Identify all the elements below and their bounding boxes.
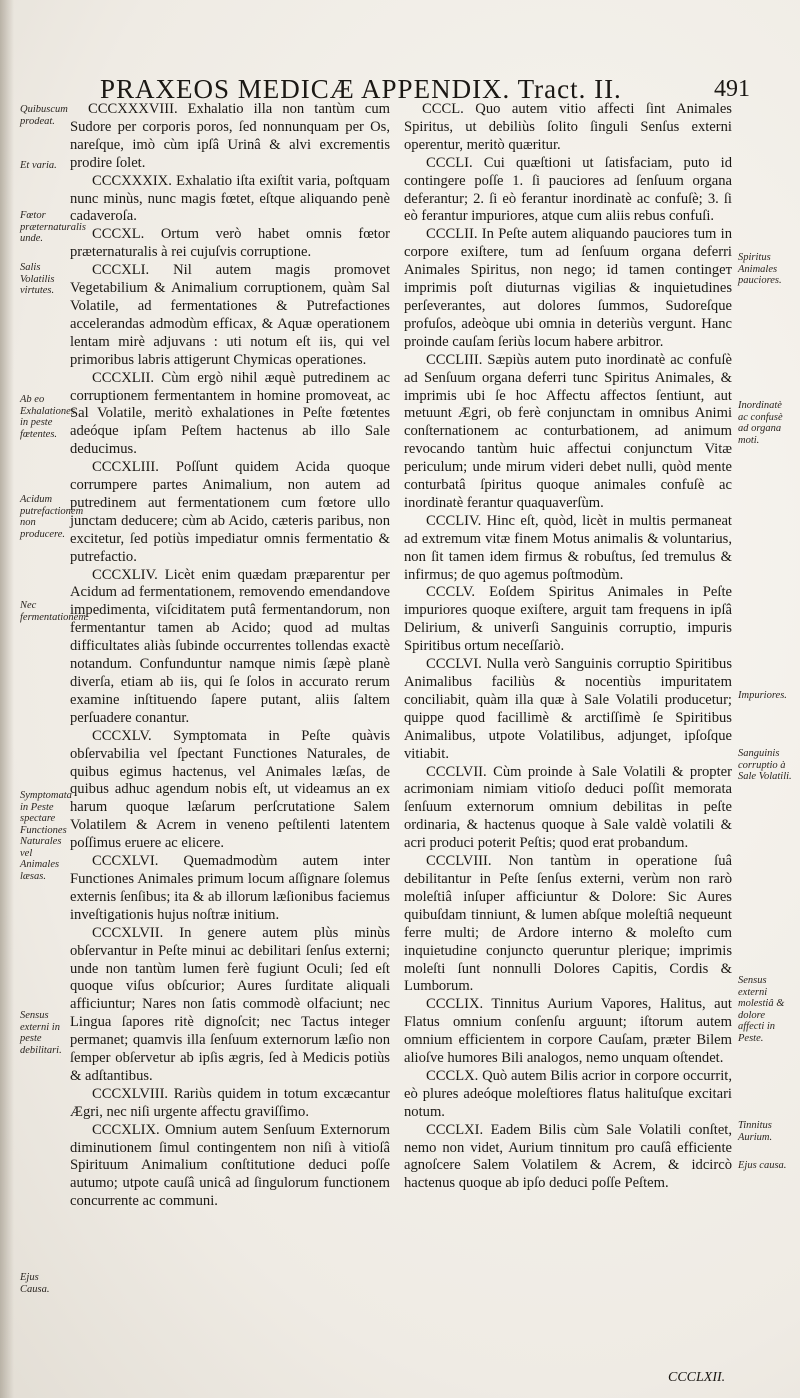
left-column [70, 101, 390, 1211]
page-number: 491 [714, 76, 750, 102]
paragraph: CCCXXXVIII. Exhalatio illa non tantùm cum Sudore per corporis poros, ſed nonnunquam per Os, nareſque, imò cùm ipſâ Urinâ & alvi excrementis prodire ſolet. [70, 101, 390, 171]
paragraph: CCCXLIII. Poſſunt quidem Acida quoque corrumpere partes Animalium, non autem ad putredinem aut fermentationem cum fœtore ullo junctam deducere; cùm ab Acido, cæteris paribus, non excitetur, ſed potiùs impediatur omnis fermentatio & putrefactio. [70, 459, 390, 565]
margin-note: Quibuscum prodeat. [20, 104, 68, 127]
margin-note: Ejus Causa. [20, 1272, 50, 1295]
header-title: PRAXEOS MEDICÆ APPENDIX. Tract. II. [100, 74, 622, 104]
paragraph: CCCLII. In Peſte autem aliquando pauciores tum in corpore exiſtere, tum ad ſenſuum organa deferri Animales Spiritus, non nego; id tamen contingeт imprimis poſt diuturnas vigilias & inquietudines perſeverantes, aut dolores ſummos, Sudoreſque profuſos, adeòque ubi omnia in deteriùs vergunt. Hanc proinde cauſam ſeriùs locum habere arbitror. [404, 226, 732, 350]
right-column [404, 101, 732, 1193]
catchword: CCCLXII. [668, 1370, 726, 1385]
paragraph: CCCXLV. Symptomata in Peſte quàvis obſervabilia vel ſpectant Functiones Naturales, de quibus egimus hactenus, vel Animales læſas, de quibus adhuc agendum nobis eſt, ut videamus an ex harum quoque læſarum perſcrutatione Salem Volatilem & Acrem in veneno peſtilenti latentem poſſimus eruere ac elicere. [70, 727, 390, 852]
paragraph: CCCXXXIX. Exhalatio iſta exiſtit varia, poſtquam nunc minùs, nunc magis fœtet, eſtque aliquando penè cadaveroſa. [70, 172, 390, 225]
margin-note: Et varia. [20, 160, 57, 171]
paragraph: CCCLVI. Nulla verò Sanguinis corruptio Spiritibus Animalibus faciliùs & nocentiùs impuritatem conciliabit, quàm illa quæ à Sale Volatili producetur; quippe quod facillimè & arctiſſimè ſe Spiritibus Animalibus, utpote Volatilibus, adjunget, ipſoſque vitiabit. [404, 656, 732, 762]
margin-note: Spiritus Animales pauciores. [738, 252, 782, 286]
paragraph: CCCLVIII. Non tantùm in operatione ſuâ debilitantur in Peſte ſenſus externi, verùm non rarò moleſtiâ inſuper afficiuntur & Dolore: Sic Aures quibuſdam tinniunt, & lumen abſque moleſtiâ nequeunt ferre multi; de Ardore interno & moleſto cum inquietudine conjuncto queruntur plerique; imprimis moleſti ſunt nonnulli Dolores Capitis, Cordis & Lumborum. [404, 853, 732, 995]
paragraph: CCCXLII. Cùm ergò nihil æquè putredinem ac corruptionem fermentantem in homine promoveat, ac Sal Volatile, meritò exhalationes in Peſte fœtentes adeóque ipſam Peſtem hactenus ab illo Sale deducimus. [70, 369, 390, 458]
margin-note: Symptomata in Peste spectare Functiones Naturales vel Animales læsas. [20, 790, 72, 882]
margin-note: Ab eo Exhalationes in peste fœtentes. [20, 394, 75, 440]
margin-note: Fœtor præternaturalis unde. [20, 210, 86, 244]
paragraph: CCCXLIX. Omnium autem Senſuum Externorum diminutionem ſimul contingentem non niſi à vitioſâ Spirituum Animalium conſtitutione deduci poſſe autumo; utpote cauſâ unicâ ad ſingulorum functionem concurrente ac communi. [70, 1121, 390, 1210]
paragraph: CCCLV. Eoſdem Spiritus Animales in Peſte impuriores quoque exiſtere, arguit tam frequens in ipſâ Delirium, & univerſi Sanguinis corruptio, impuris Spiritibus ortum neceſſariò. [404, 584, 732, 655]
paragraph: CCCLX. Quò autem Bilis acrior in corpore occurrit, eò plures adeóque moleſtiores flatus halituſque excitari notum. [404, 1067, 732, 1120]
margin-note: Ejus causa. [738, 1160, 787, 1171]
paragraph: CCCXLVIII. Rariùs quidem in totum excæcantur Ægri, nec niſi urgente affectu graviſſimo. [70, 1085, 390, 1120]
paragraph: CCCXLIV. Licèt enim quædam præparentur per Acidum ad fermentationem, removendo emendandove impedimenta, viſciditatem putâ fermentandorum, non fermentantur tamen ab Acido; quod ad multas difficultates aliàs ſubinde occurrentes tollendas exactè notandum. Confunduntur namque nimis ſæpè planè diverſa, etiam ab iis, qui ſe ſolos in accurato rerum examine inſtituendo ſapere putant, aliis ſaltem perſuadere conantur. [70, 566, 390, 726]
margin-note: Sanguinis corruptio à Sale Volatili. [738, 748, 792, 782]
margin-note: Impuriores. [738, 690, 787, 701]
paragraph: CCCXLVII. In genere autem plùs minùs obſervantur in Peſte minui ac debilitari ſenſus externi; unde non tantùm lumen ferè fugiunt Oculi; ſed eſt quoque viſus obſcurior; Aures ſurditate aliquali afficiuntur; Nares non ſatis commodè olfaciunt; nec Lingua ſapores ritè dignoſcit; nec Tactus integer permanet; quamvis illa ſenſuum externorum læſio non ſemper obſervetur ab ipſis ægris, ſed à Medicis potiùs & adſtantibus. [70, 924, 390, 1084]
paragraph: CCCXL. Ortum verò habet omnis fœtor præternaturalis à rei cujuſvis corruptione. [70, 226, 390, 261]
paragraph: CCCLIX. Tinnitus Aurium Vapores, Halitus, aut Flatus omnium conſenſu arguunt; iſtorum autem omnium efficientem in corpore Cauſam, præter Bilem alioſve humores Bili analogos, nemo unquam oſtendet. [404, 996, 732, 1067]
paragraph: CCCXLVI. Quemadmodùm autem inter Functiones Animales primum locum aſſignare ſolemus externis ſenſibus; ita & ab illorum læſionibus faciemus inveſtigationis hujus noſtræ initium. [70, 853, 390, 923]
margin-note: Salis Volatilis virtutes. [20, 262, 55, 296]
margin-note: Sensus externi in peste debilitari. [20, 1010, 62, 1056]
margin-note: Nec fermentationem. [20, 600, 89, 623]
paragraph: CCCLIII. Sæpiùs autem puto inordinatè ac confuſè ad Senſuum organa deferri tunc Spiritus Animales, & imprimis ubi ſe hoc Affectu affectos ſentiunt, aut metuunt Ægri, ob ferè conjunctam in omnibus Animi conſternationem ac conturbationem, ad animum revocando tantùm huic affectui conjunctum Vitæ periculum; unde mirum videri debet nulli, quòd mente conturbatâ ſpiritus quoque animales confuſè ac inordinatè ferantur quaquaverſùm. [404, 351, 732, 511]
paragraph: CCCL. Quo autem vitio affecti ſint Animales Spiritus, ut debiliùs ſolito ſinguli Senſus externi operentur, meritò quæritur. [404, 101, 732, 153]
gutter-shadow [0, 0, 14, 1398]
margin-note: Acidum putrefactionem non producere. [20, 494, 84, 540]
paragraph: CCCLI. Cui quæſtioni ut ſatisfaciam, puto id contingere poſſe 1. ſi pauciores ad ſenſuum organa deferantur; 2. ſi eò ferantur inordinatè ac confuſè; 3. ſi eò ferantur impuriores, atque cum aliis rebus confuſi. [404, 154, 732, 225]
paragraph: CCCLVII. Cùm proinde à Sale Volatili & propter acrimoniam nimiam vitioſo deduci poſſit memorata ſenſuum externorum omnium debilitas in peſte ordinaria, & hactenus quoque à Sale valdè volatili & acri produci poterit Peſtis; quod erat probandum. [404, 763, 732, 852]
margin-note: Sensus externi molestiâ & dolore affecti in Peste. [738, 975, 785, 1044]
margin-note: Inordinatè ac confusè ad organa moti. [738, 400, 783, 446]
paragraph: CCCXLI. Nil autem magis promovet Vegetabilium & Animalium corruptionem, quàm Sal Volatile, ad fermentationes & Putrefactiones accelerandas admodùm efficax, & Aquæ operationem lentam mirè adjuvans : uti notum eſt iis, qui vel primoribus labris attigerunt Chymicas operationes. [70, 262, 390, 368]
margin-note: Tinnitus Aurium. [738, 1120, 773, 1143]
paragraph: CCCLXI. Eadem Bilis cùm Sale Volatili conſtet, nemo non videt, Aurium tinnitum pro cauſâ efficiente agnoſcere Salem Volatilem & Acrem, & idcircò hactenus quoque ab ipſo deduci poſſe Peſtem. [404, 1121, 732, 1192]
paragraph: CCCLIV. Hinc eſt, quòd, licèt in multis permaneat ad extremum vitæ finem Motus animalis & voluntarius, non ſit tamen idem firmus & robuſtus, ſed tremulus & infirmus; de quo agemus poſtmodùm. [404, 512, 732, 583]
